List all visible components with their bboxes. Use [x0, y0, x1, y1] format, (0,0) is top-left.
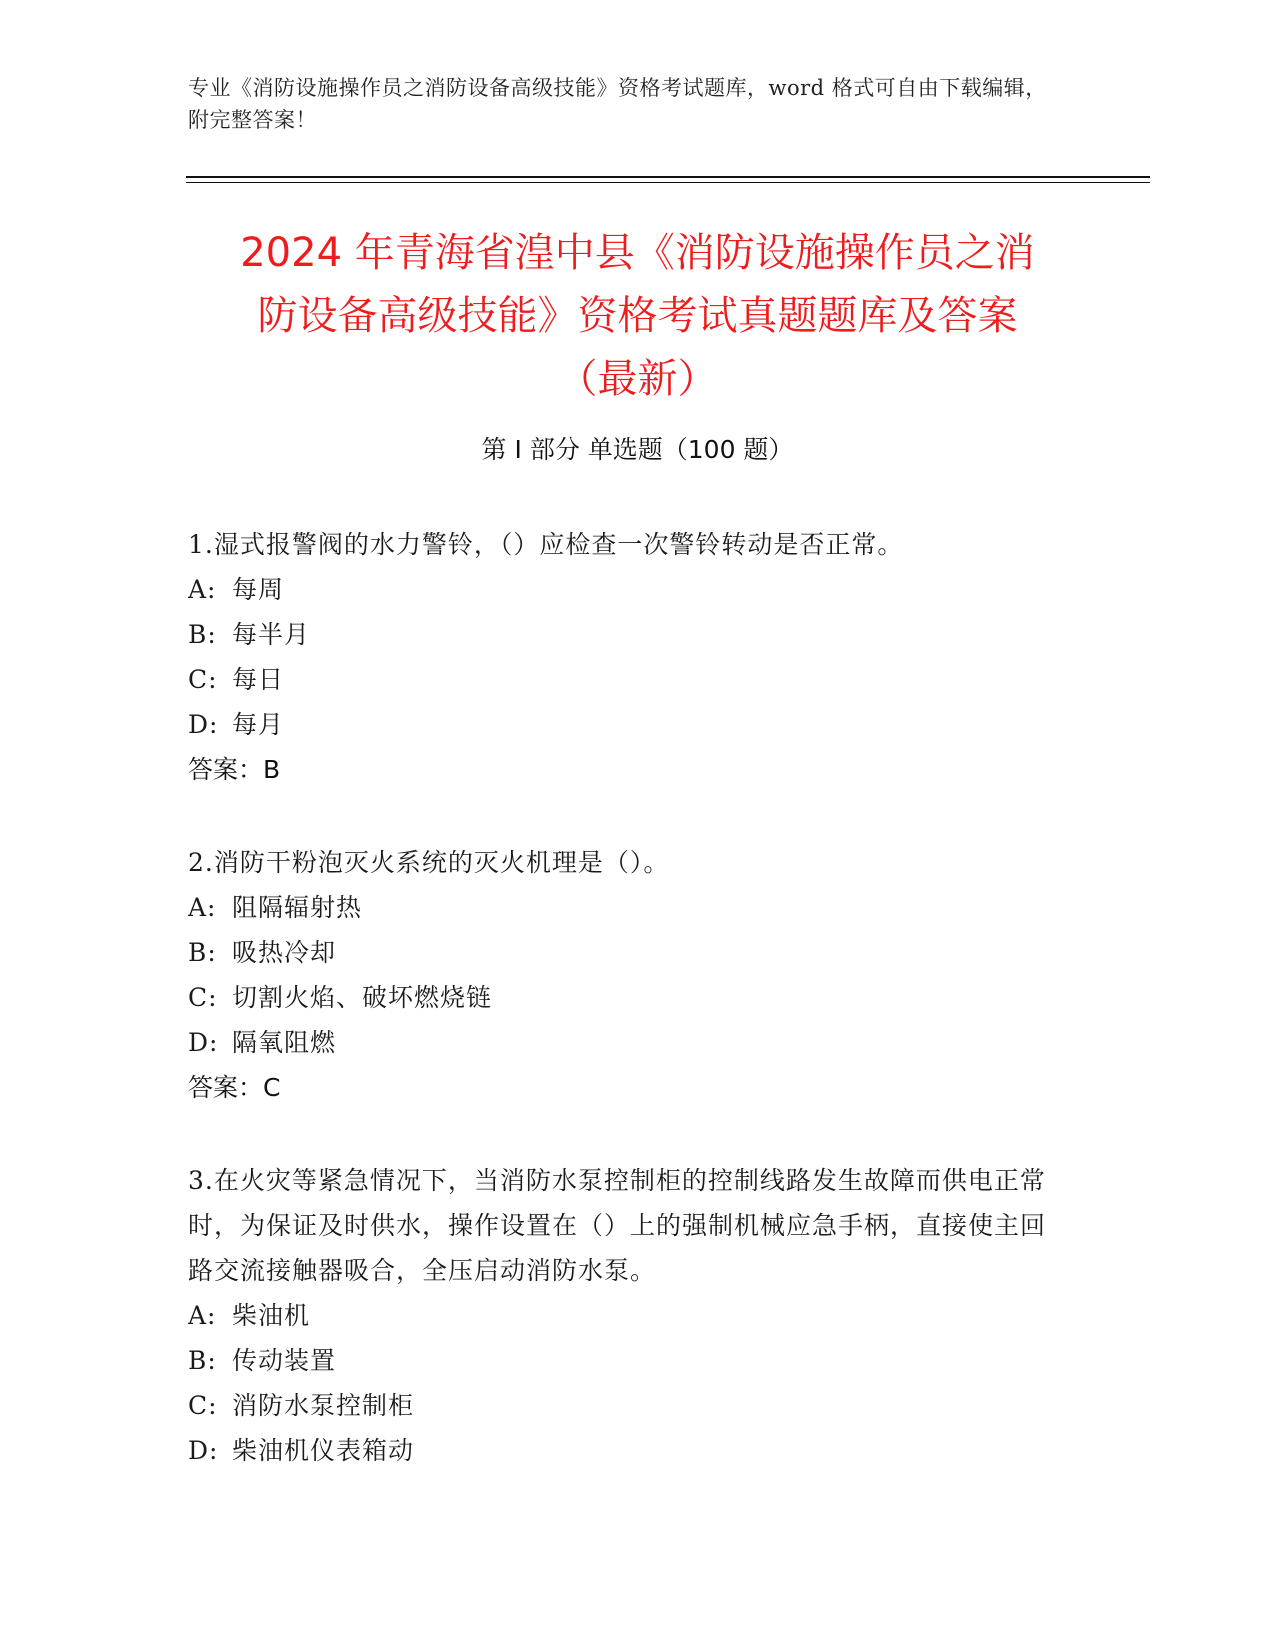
option-letter: B:	[188, 938, 217, 967]
header-divider-thick	[186, 176, 1150, 178]
option-text: 阻隔辐射热	[232, 893, 363, 922]
option-text: 每周	[232, 575, 285, 604]
option-a	[188, 567, 1068, 612]
question-item	[188, 840, 1068, 1110]
option-text: 柴油机	[232, 1301, 311, 1330]
option-letter: C:	[188, 665, 218, 694]
option-a	[188, 1293, 1068, 1338]
option-text: 每月	[232, 710, 285, 739]
option-d	[188, 1020, 1068, 1065]
option-letter: C:	[188, 1391, 218, 1420]
answer-line: 答案：C	[188, 1073, 281, 1102]
header-divider-thin	[186, 182, 1150, 183]
document-title	[140, 222, 1135, 411]
option-b	[188, 930, 1068, 975]
option-letter: A:	[188, 1301, 217, 1330]
question-item	[188, 1158, 1068, 1473]
question-stem: 3.在火灾等紧急情况下，当消防水泵控制柜的控制线路发生故障而供电正常时，为保证及时供水，操作设置在（）上的强制机械应急手柄，直接使主回路交流接触器吸合，全压启动消防水泵。	[188, 1166, 1047, 1285]
option-text: 切割火焰、破坏燃烧链	[232, 983, 493, 1012]
option-d	[188, 1428, 1068, 1473]
option-letter: B:	[188, 620, 217, 649]
option-d	[188, 702, 1068, 747]
option-a	[188, 885, 1068, 930]
option-text: 消防水泵控制柜	[232, 1391, 415, 1420]
option-c	[188, 975, 1068, 1020]
title-line-1: 2024 年青海省湟中县《消防设施操作员之消	[240, 230, 1035, 276]
title-line-3: （最新）	[557, 356, 718, 402]
option-letter: A:	[188, 893, 217, 922]
option-letter: D:	[188, 1028, 219, 1057]
option-c	[188, 657, 1068, 702]
option-letter: C:	[188, 983, 218, 1012]
option-letter: D:	[188, 710, 219, 739]
question-item	[188, 522, 1068, 792]
option-text: 传动装置	[232, 1346, 337, 1375]
option-letter: B:	[188, 1346, 217, 1375]
option-text: 每半月	[232, 620, 311, 649]
header-note: 专业《消防设施操作员之消防设备高级技能》资格考试题库，word 格式可自由下载编辑，附完整答案！	[188, 76, 1047, 132]
option-letter: D:	[188, 1436, 219, 1465]
option-b	[188, 1338, 1068, 1383]
option-text: 柴油机仪表箱动	[232, 1436, 415, 1465]
question-stem: 2.消防干粉泡灭火系统的灭火机理是（）。	[188, 848, 670, 877]
option-letter: A:	[188, 575, 217, 604]
option-c	[188, 1383, 1068, 1428]
option-b	[188, 612, 1068, 657]
option-text: 吸热冷却	[232, 938, 337, 967]
question-stem: 1.湿式报警阀的水力警铃，（）应检查一次警铃转动是否正常。	[188, 530, 904, 559]
option-text: 每日	[232, 665, 285, 694]
option-text: 隔氧阻燃	[232, 1028, 337, 1057]
title-line-2: 防设备高级技能》资格考试真题题库及答案	[257, 293, 1018, 339]
section-heading: 第 I 部分 单选题（100 题）	[481, 435, 794, 464]
answer-line: 答案：B	[188, 755, 281, 784]
